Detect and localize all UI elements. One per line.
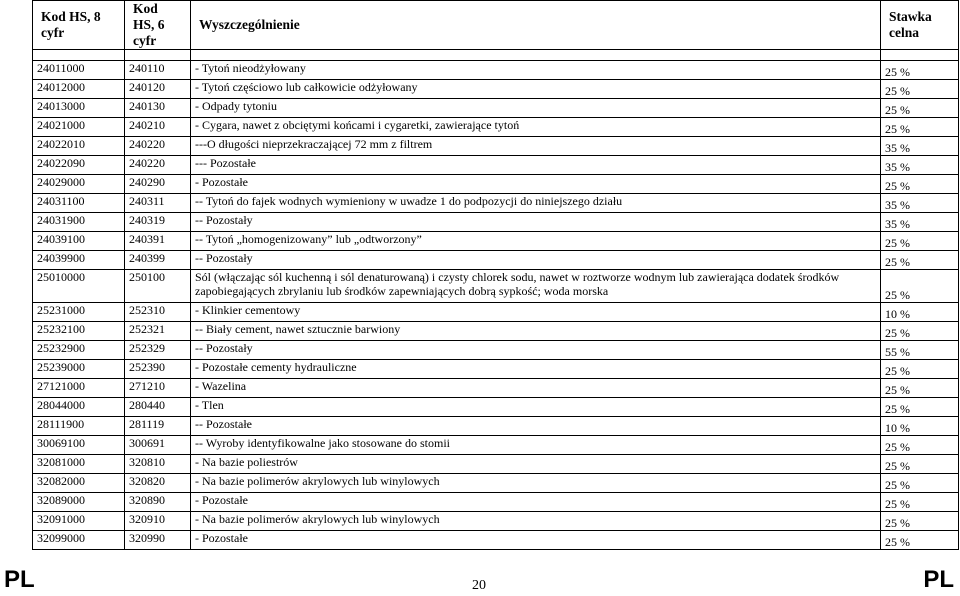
cell-hs8: 32091000 (33, 512, 125, 531)
table-row (33, 417, 959, 436)
cell-hs8: 32099000 (33, 531, 125, 550)
cell-description: --- Pozostałe (191, 156, 881, 175)
cell-description: -- Tytoń do fajek wodnych wymieniony w uwadze 1 do podpozycji do niniejszego działu (191, 194, 881, 213)
table-row (33, 512, 959, 531)
cell-rate: 25 % (881, 436, 959, 455)
table-row (33, 61, 959, 80)
cell-hs6: 252310 (125, 303, 191, 322)
tariff-table-container (32, 0, 958, 550)
table-row (33, 156, 959, 175)
cell-hs8: 25239000 (33, 360, 125, 379)
table-row (33, 175, 959, 194)
cell-description: - Cygara, nawet z obciętymi końcami i cygaretki, zawierające tytoń (191, 118, 881, 137)
table-row (33, 303, 959, 322)
footer-lang-left: PL (4, 566, 35, 593)
header-rate: Stawka celna (881, 1, 959, 50)
cell-rate: 35 % (881, 194, 959, 213)
cell-hs6: 252390 (125, 360, 191, 379)
tariff-table (32, 0, 959, 550)
cell-rate: 25 % (881, 398, 959, 417)
page-number: 20 (472, 578, 486, 593)
cell-rate: 25 % (881, 474, 959, 493)
cell-description: - Tlen (191, 398, 881, 417)
table-row (33, 99, 959, 118)
cell-hs6: 320910 (125, 512, 191, 531)
table-row (33, 455, 959, 474)
table-row (33, 118, 959, 137)
cell-hs8: 28044000 (33, 398, 125, 417)
cell-hs6: 280440 (125, 398, 191, 417)
table-row (33, 232, 959, 251)
cell-hs8: 32081000 (33, 455, 125, 474)
cell-description: - Na bazie poliestrów (191, 455, 881, 474)
cell-hs6: 320990 (125, 531, 191, 550)
table-row (33, 531, 959, 550)
cell-hs8: 24039100 (33, 232, 125, 251)
cell-hs8: 24022090 (33, 156, 125, 175)
cell-rate: 25 % (881, 379, 959, 398)
cell-hs6: 240220 (125, 156, 191, 175)
table-row (33, 436, 959, 455)
cell-rate: 25 % (881, 175, 959, 194)
cell-hs8: 24012000 (33, 80, 125, 99)
cell-rate: 35 % (881, 213, 959, 232)
cell-hs6: 281119 (125, 417, 191, 436)
cell-rate: 10 % (881, 303, 959, 322)
cell-hs6: 240391 (125, 232, 191, 251)
header-hs8: Kod HS, 8 cyfr (33, 1, 125, 50)
cell-description: -- Pozostały (191, 341, 881, 360)
cell-hs8: 32082000 (33, 474, 125, 493)
table-row (33, 474, 959, 493)
table-row (33, 360, 959, 379)
footer-lang-right: PL (923, 566, 954, 593)
spacer-row (33, 50, 959, 61)
cell-description: - Pozostałe (191, 175, 881, 194)
header-description: Wyszczególnienie (191, 1, 881, 50)
cell-description: - Pozostałe (191, 531, 881, 550)
cell-hs8: 28111900 (33, 417, 125, 436)
cell-hs6: 320890 (125, 493, 191, 512)
table-body (33, 50, 959, 550)
table-row (33, 213, 959, 232)
table-row (33, 137, 959, 156)
cell-hs8: 32089000 (33, 493, 125, 512)
cell-description: - Odpady tytoniu (191, 99, 881, 118)
cell-description: - Tytoń nieodżyłowany (191, 61, 881, 80)
cell-description: - Klinkier cementowy (191, 303, 881, 322)
cell-rate: 25 % (881, 61, 959, 80)
cell-description: - Pozostałe cementy hydrauliczne (191, 360, 881, 379)
table-row (33, 379, 959, 398)
cell-hs6: 320810 (125, 455, 191, 474)
cell-hs6: 240399 (125, 251, 191, 270)
cell-hs8: 25232900 (33, 341, 125, 360)
cell-description: -- Pozostałe (191, 417, 881, 436)
cell-description: ---O długości nieprzekraczającej 72 mm z filtrem (191, 137, 881, 156)
cell-description: - Tytoń częściowo lub całkowicie odżyłowany (191, 80, 881, 99)
table-row (33, 194, 959, 213)
table-row (33, 341, 959, 360)
cell-description: Sól (włączając sól kuchenną i sól denaturowaną) i czysty chlorek sodu, nawet w roztworze wodnym lub zawierająca dodatek środków zapobiegających zbrylaniu lub środków zapewniających dobrą sypkość; woda morska (191, 270, 881, 303)
cell-rate: 25 % (881, 99, 959, 118)
header-hs6: Kod HS, 6 cyfr (125, 1, 191, 50)
cell-hs8: 24011000 (33, 61, 125, 80)
cell-hs6: 240110 (125, 61, 191, 80)
cell-hs6: 240120 (125, 80, 191, 99)
cell-hs6: 320820 (125, 474, 191, 493)
cell-hs6: 240290 (125, 175, 191, 194)
cell-hs8: 24031100 (33, 194, 125, 213)
cell-hs8: 24039900 (33, 251, 125, 270)
cell-rate: 25 % (881, 270, 959, 303)
cell-hs8: 30069100 (33, 436, 125, 455)
cell-hs6: 300691 (125, 436, 191, 455)
cell-hs6: 252321 (125, 322, 191, 341)
cell-hs8: 27121000 (33, 379, 125, 398)
table-row (33, 251, 959, 270)
cell-hs8: 24013000 (33, 99, 125, 118)
cell-description: -- Pozostały (191, 251, 881, 270)
cell-rate: 25 % (881, 232, 959, 251)
cell-description: - Wazelina (191, 379, 881, 398)
cell-hs6: 240210 (125, 118, 191, 137)
cell-description: - Pozostałe (191, 493, 881, 512)
cell-hs6: 240311 (125, 194, 191, 213)
cell-rate: 25 % (881, 251, 959, 270)
cell-rate: 25 % (881, 322, 959, 341)
cell-hs8: 25232100 (33, 322, 125, 341)
table-row (33, 322, 959, 341)
cell-rate: 25 % (881, 80, 959, 99)
table-row (33, 398, 959, 417)
cell-hs6: 250100 (125, 270, 191, 303)
cell-hs6: 271210 (125, 379, 191, 398)
cell-description: - Na bazie polimerów akrylowych lub winylowych (191, 474, 881, 493)
cell-rate: 10 % (881, 417, 959, 436)
cell-rate: 35 % (881, 156, 959, 175)
table-row (33, 80, 959, 99)
cell-hs6: 240319 (125, 213, 191, 232)
cell-hs8: 24022010 (33, 137, 125, 156)
header-row (33, 1, 959, 50)
cell-hs8: 24021000 (33, 118, 125, 137)
cell-hs6: 240220 (125, 137, 191, 156)
cell-description: -- Biały cement, nawet sztucznie barwiony (191, 322, 881, 341)
cell-hs6: 252329 (125, 341, 191, 360)
table-row (33, 493, 959, 512)
cell-rate: 25 % (881, 512, 959, 531)
cell-hs8: 24031900 (33, 213, 125, 232)
cell-rate: 25 % (881, 531, 959, 550)
cell-description: -- Wyroby identyfikowalne jako stosowane do stomii (191, 436, 881, 455)
cell-rate: 35 % (881, 137, 959, 156)
cell-description: -- Tytoń „homogenizowany” lub „odtworzony” (191, 232, 881, 251)
cell-hs8: 25231000 (33, 303, 125, 322)
cell-description: -- Pozostały (191, 213, 881, 232)
cell-hs8: 25010000 (33, 270, 125, 303)
cell-rate: 25 % (881, 455, 959, 474)
cell-rate: 25 % (881, 118, 959, 137)
cell-rate: 25 % (881, 493, 959, 512)
table-row (33, 270, 959, 303)
cell-rate: 55 % (881, 341, 959, 360)
cell-description: - Na bazie polimerów akrylowych lub winylowych (191, 512, 881, 531)
cell-hs8: 24029000 (33, 175, 125, 194)
cell-rate: 25 % (881, 360, 959, 379)
cell-hs6: 240130 (125, 99, 191, 118)
